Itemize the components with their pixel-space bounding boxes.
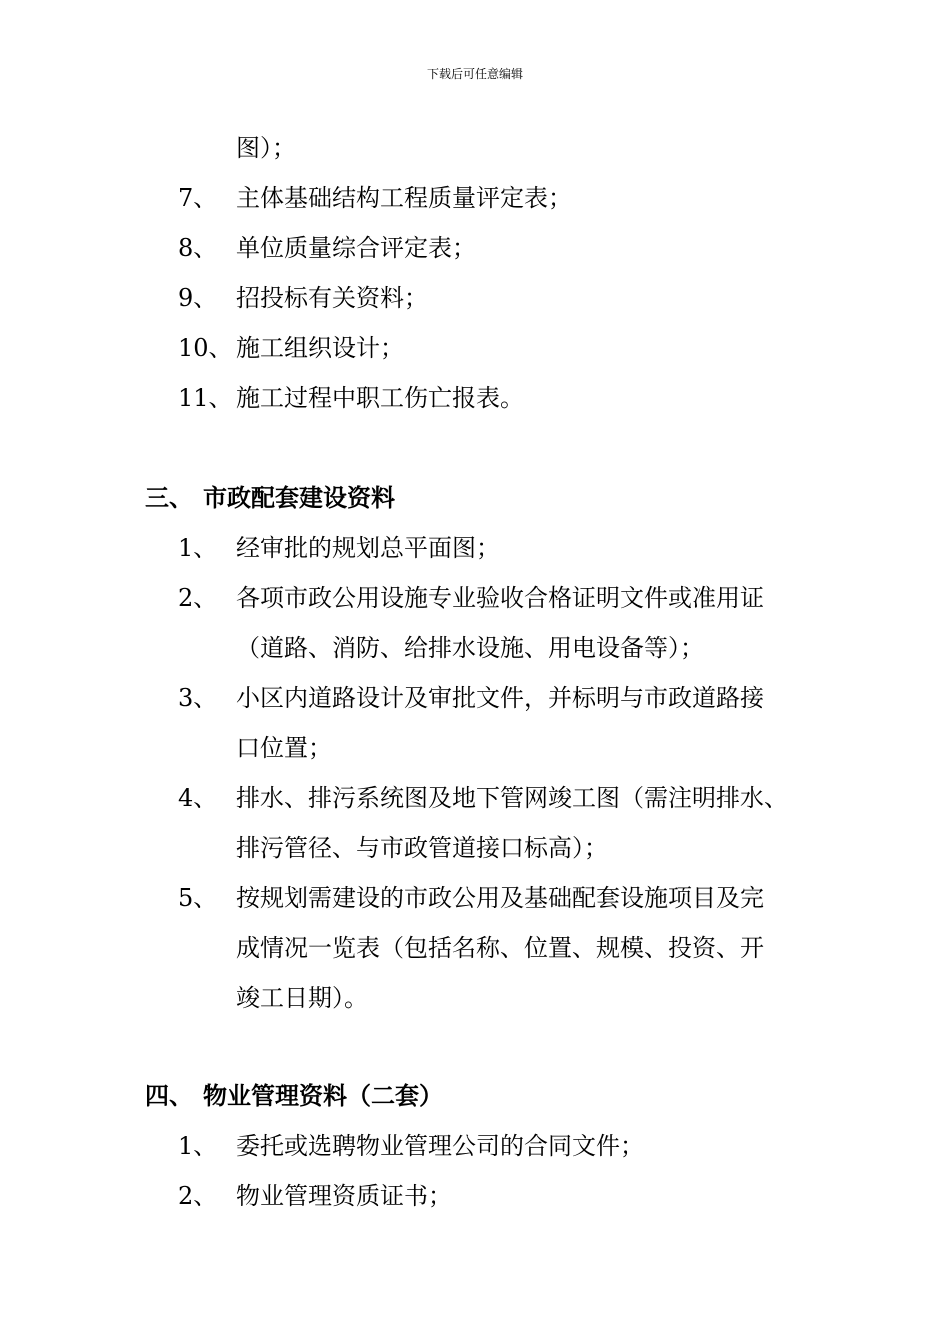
continuation-text: 图）； bbox=[236, 134, 296, 162]
list-item-number: 10、 bbox=[178, 334, 233, 362]
list-item-number: 2、 bbox=[178, 584, 218, 612]
page-header-note: 下载后可任意编辑 bbox=[426, 67, 523, 81]
list-item-text-continuation: （道路、消防、给排水设施、用电设备等）； bbox=[236, 634, 704, 662]
list-item-number: 9、 bbox=[178, 284, 218, 312]
list-item-number: 1、 bbox=[178, 534, 218, 562]
list-item-text-continuation: 口位置； bbox=[236, 734, 332, 762]
list-item-number: 1、 bbox=[178, 1132, 218, 1160]
list-item-number: 8、 bbox=[178, 234, 218, 262]
section-4-number: 四、 bbox=[145, 1081, 193, 1110]
list-item-text: 小区内道路设计及审批文件，并标明与市政道路接 bbox=[236, 684, 764, 712]
list-item-number: 11、 bbox=[178, 384, 233, 412]
section-3-number: 三、 bbox=[145, 483, 193, 512]
list-item-text: 各项市政公用设施专业验收合格证明文件或准用证 bbox=[236, 584, 764, 612]
list-item-text: 招投标有关资料； bbox=[236, 284, 428, 312]
list-item-number: 4、 bbox=[178, 784, 218, 812]
list-item-text-continuation: 竣工日期）。 bbox=[236, 984, 368, 1012]
list-item-text: 委托或选聘物业管理公司的合同文件； bbox=[236, 1132, 644, 1160]
list-item-number: 5、 bbox=[178, 884, 218, 912]
section-3-heading: 市政配套建设资料 bbox=[203, 483, 395, 512]
list-item-text: 施工过程中职工伤亡报表。 bbox=[236, 384, 524, 412]
list-item-number: 2、 bbox=[178, 1182, 218, 1210]
list-item-text: 按规划需建设的市政公用及基础配套设施项目及完 bbox=[236, 884, 764, 912]
list-item-text: 经审批的规划总平面图； bbox=[236, 534, 500, 562]
list-item-text: 排水、排污系统图及地下管网竣工图（需注明排水、 bbox=[236, 784, 788, 812]
list-item-text: 物业管理资质证书； bbox=[236, 1182, 452, 1210]
list-item-text-continuation: 成情况一览表（包括名称、位置、规模、投资、开 bbox=[236, 934, 764, 962]
list-item-text: 主体基础结构工程质量评定表； bbox=[236, 184, 572, 212]
list-item-text: 施工组织设计； bbox=[236, 334, 404, 362]
list-item-text: 单位质量综合评定表； bbox=[236, 234, 476, 262]
section-4-heading: 物业管理资料（二套） bbox=[203, 1081, 443, 1110]
list-item-text-continuation: 排污管径、与市政管道接口标高）； bbox=[236, 834, 608, 862]
list-item-number: 3、 bbox=[178, 684, 218, 712]
list-item-number: 7、 bbox=[178, 184, 218, 212]
